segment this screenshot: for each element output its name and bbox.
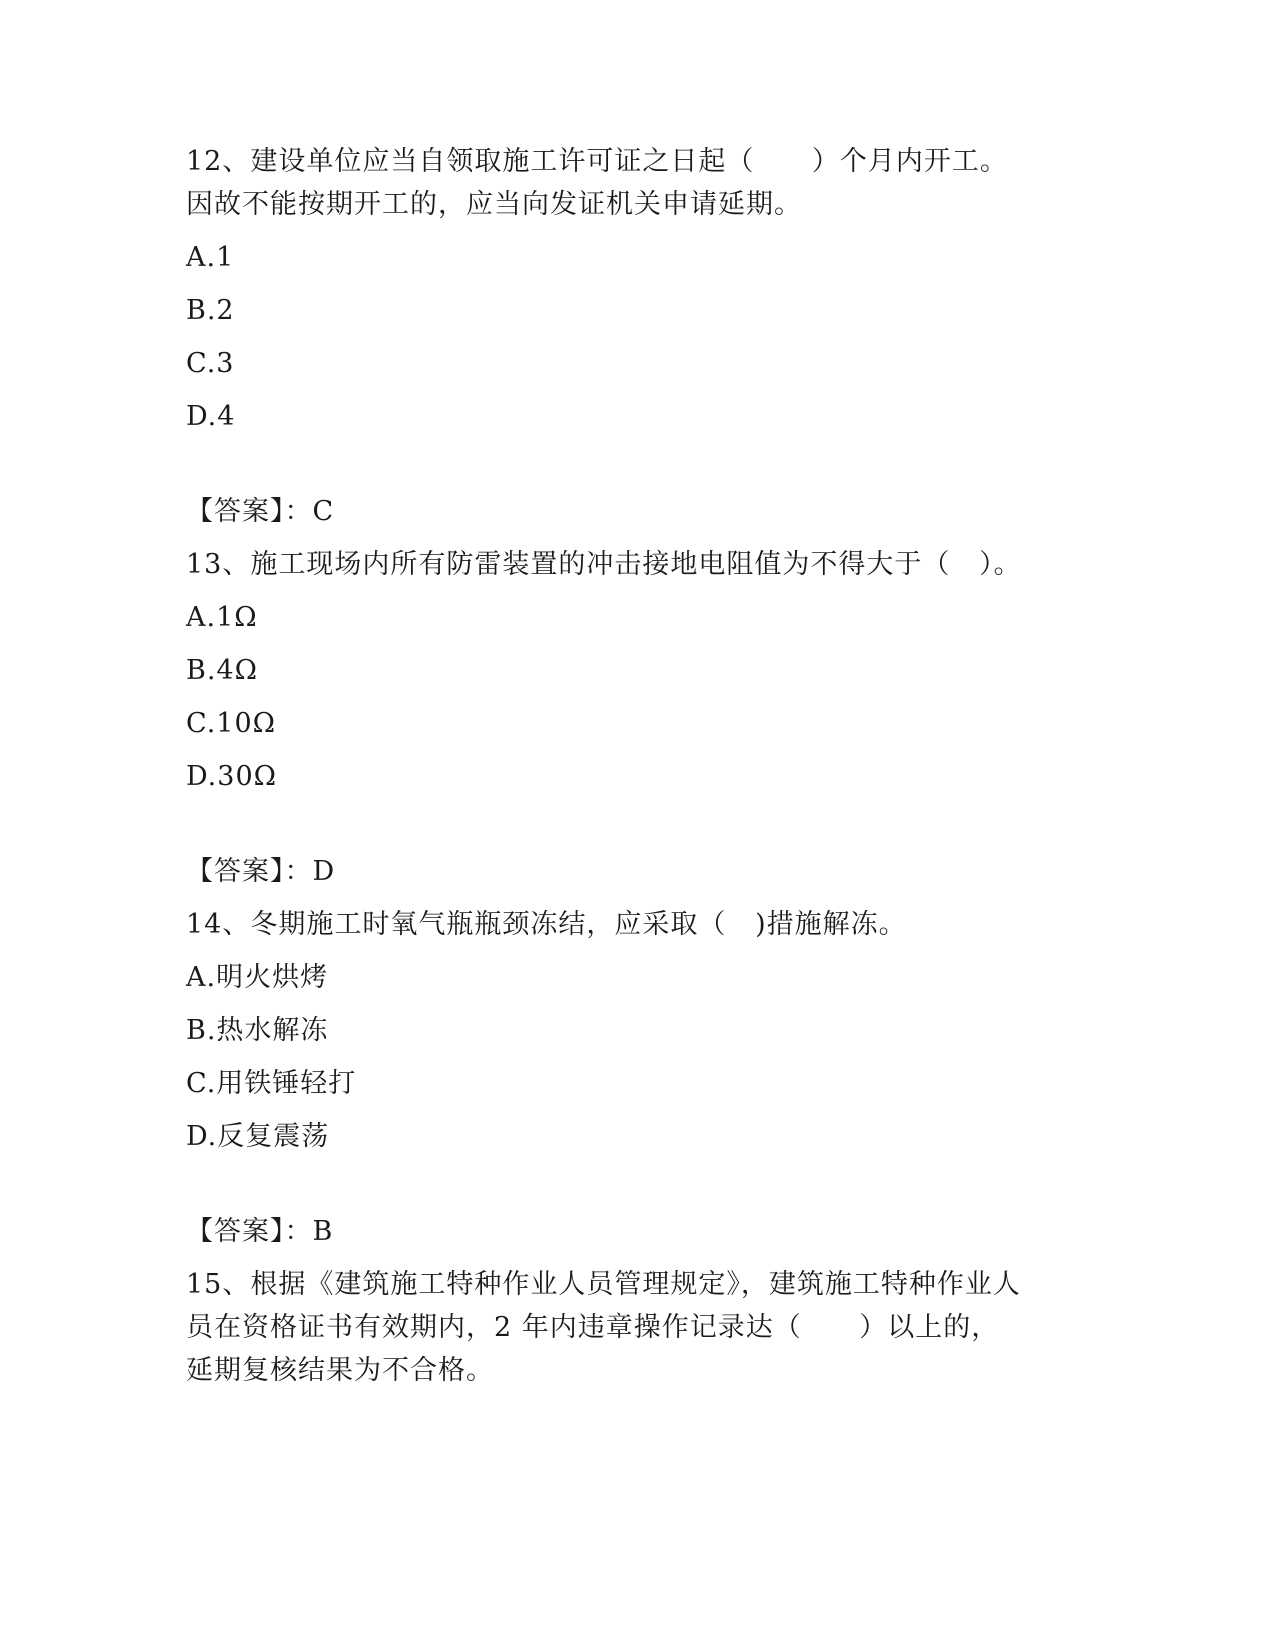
q12-option-d: D.4 — [186, 401, 236, 432]
q14-option-d: D.反复震荡 — [186, 1121, 330, 1152]
q12-stem-line-1: 12、建设单位应当自领取施工许可证之日起（ ）个月内开工。 — [186, 146, 1008, 177]
q13-option-a: A.1Ω — [186, 602, 258, 633]
q12-option-c: C.3 — [186, 348, 235, 379]
q14-option-b: B.热水解冻 — [186, 1015, 329, 1046]
q15-stem-line-3: 延期复核结果为不合格。 — [186, 1355, 494, 1386]
q15-stem-line-2: 员在资格证书有效期内，2 年内违章操作记录达（ ）以上的， — [186, 1312, 1000, 1343]
q13-answer: 【答案】：D — [186, 856, 336, 887]
q12-option-a: A.1 — [186, 242, 235, 273]
q14-option-c: C.用铁锤轻打 — [186, 1068, 357, 1099]
q15-stem-line-1: 15、根据《建筑施工特种作业人员管理规定》，建筑施工特种作业人 — [186, 1269, 1021, 1300]
q12-answer: 【答案】：C — [186, 496, 335, 527]
q14-answer: 【答案】：B — [186, 1216, 334, 1247]
q14-stem-line-1: 14、冬期施工时氧气瓶瓶颈冻结，应采取（ )措施解冻。 — [186, 909, 907, 940]
q13-option-c: C.10Ω — [186, 708, 277, 739]
q12-option-b: B.2 — [186, 295, 235, 326]
q13-option-b: B.4Ω — [186, 655, 258, 686]
q12-stem-line-2: 因故不能按期开工的，应当向发证机关申请延期。 — [186, 189, 802, 220]
q13-option-d: D.30Ω — [186, 761, 278, 792]
q13-stem-line-1: 13、施工现场内所有防雷装置的冲击接地电阻值为不得大于（ ）。 — [186, 549, 1022, 580]
q14-option-a: A.明火烘烤 — [186, 962, 329, 993]
